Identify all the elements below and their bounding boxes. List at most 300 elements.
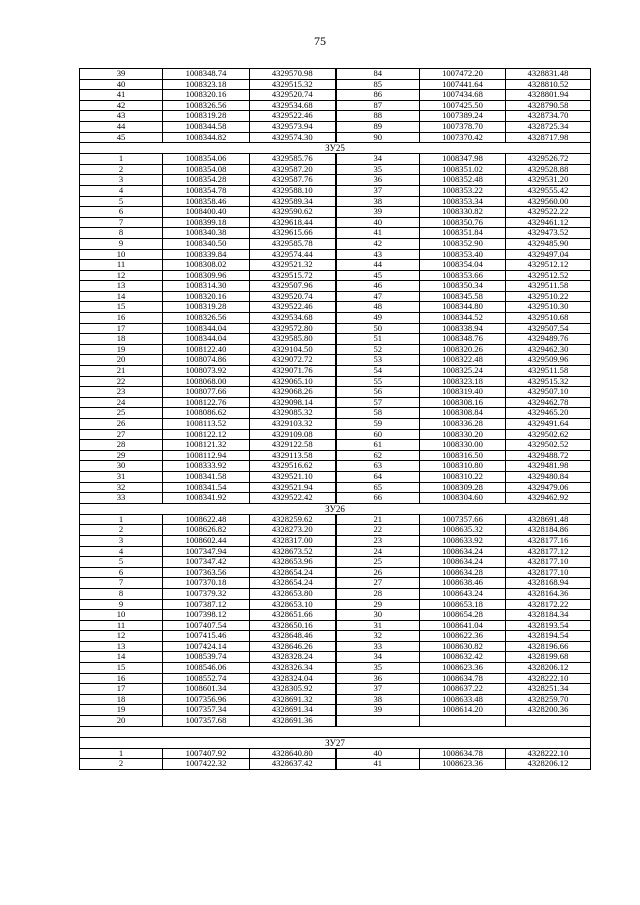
x-coordinate-cell: 1008068.00 [163, 376, 250, 387]
point-number-cell: 31 [336, 620, 420, 631]
point-number-cell: 7 [80, 217, 163, 228]
point-number-cell: 21 [336, 514, 420, 525]
point-number-cell: 41 [80, 90, 163, 101]
x-coordinate-cell: 1008310.22 [420, 471, 506, 482]
table-row [80, 111, 591, 122]
x-coordinate-cell: 1008326.56 [163, 313, 250, 324]
x-coordinate-cell: 1008354.06 [163, 154, 250, 165]
point-number-cell: 26 [336, 567, 420, 578]
point-number-cell: 33 [336, 641, 420, 652]
x-coordinate-cell: 1008112.94 [163, 450, 250, 461]
x-coordinate-cell: 1008348.76 [420, 334, 506, 345]
point-number-cell: 50 [336, 323, 420, 334]
point-number-cell: 40 [80, 79, 163, 90]
point-number-cell: 33 [80, 493, 163, 504]
y-coordinate-cell: 4329515.32 [250, 79, 336, 90]
table-row [80, 450, 591, 461]
x-coordinate-cell: 1008333.92 [163, 461, 250, 472]
y-coordinate-cell: 4329507.54 [506, 323, 591, 334]
y-coordinate-cell: 4329462.78 [506, 397, 591, 408]
y-coordinate-cell: 4329465.20 [506, 408, 591, 419]
point-number-cell: 17 [80, 684, 163, 695]
point-number-cell: 36 [336, 673, 420, 684]
section-title: ЗУ27 [80, 737, 591, 748]
y-coordinate-cell: 4328222.10 [506, 748, 591, 759]
x-coordinate-cell: 1008633.48 [420, 694, 506, 705]
y-coordinate-cell: 4329615.66 [250, 228, 336, 239]
point-number-cell: 32 [80, 482, 163, 493]
y-coordinate-cell: 4329071.76 [250, 366, 336, 377]
y-coordinate-cell: 4329589.34 [250, 196, 336, 207]
x-coordinate-cell: 1007363.56 [163, 567, 250, 578]
y-coordinate-cell: 4329534.68 [250, 313, 336, 324]
x-coordinate-cell: 1007347.94 [163, 546, 250, 557]
x-coordinate-cell: 1008633.92 [420, 535, 506, 546]
y-coordinate-cell: 4329462.30 [506, 344, 591, 355]
table-row [80, 207, 591, 218]
point-number-cell: 54 [336, 366, 420, 377]
x-coordinate-cell: 1008354.08 [163, 164, 250, 175]
y-coordinate-cell: 4328734.70 [506, 111, 591, 122]
y-coordinate-cell: 4329489.76 [506, 334, 591, 345]
x-coordinate-cell: 1008077.66 [163, 387, 250, 398]
x-coordinate-cell: 1008344.82 [163, 132, 250, 143]
y-coordinate-cell: 4329488.72 [506, 450, 591, 461]
y-coordinate-cell: 4328801.94 [506, 90, 591, 101]
y-coordinate-cell: 4328650.16 [250, 620, 336, 631]
y-coordinate-cell: 4328691.36 [250, 716, 336, 727]
y-coordinate-cell: 4329522.22 [506, 207, 591, 218]
x-coordinate-cell: 1008626.82 [163, 525, 250, 536]
y-coordinate-cell: 4328653.10 [250, 599, 336, 610]
y-coordinate-cell: 4328259.62 [250, 514, 336, 525]
x-coordinate-cell: 1008350.34 [420, 281, 506, 292]
x-coordinate-cell: 1007357.66 [420, 514, 506, 525]
x-coordinate-cell: 1008330.20 [420, 429, 506, 440]
y-coordinate-cell: 4329098.14 [250, 397, 336, 408]
point-number-cell: 16 [80, 673, 163, 684]
point-number-cell: 14 [80, 652, 163, 663]
point-number-cell: 34 [336, 154, 420, 165]
y-coordinate-cell: 4329585.80 [250, 334, 336, 345]
x-coordinate-cell: 1008336.28 [420, 419, 506, 430]
y-coordinate-cell: 4329511.58 [506, 366, 591, 377]
y-coordinate-cell: 4329521.94 [250, 482, 336, 493]
x-coordinate-cell: 1008350.76 [420, 217, 506, 228]
point-number-cell: 63 [336, 461, 420, 472]
y-coordinate-cell: 4328637.42 [250, 759, 336, 770]
point-number-cell: 9 [80, 599, 163, 610]
point-number-cell: 39 [336, 207, 420, 218]
x-coordinate-cell: 1008637.22 [420, 684, 506, 695]
point-number-cell: 38 [336, 196, 420, 207]
table-row [80, 217, 591, 228]
x-coordinate-cell: 1008353.22 [420, 185, 506, 196]
y-coordinate-cell: 4329585.76 [250, 154, 336, 165]
table-row [80, 652, 591, 663]
x-coordinate-cell: 1008638.46 [420, 578, 506, 589]
point-number-cell: 56 [336, 387, 420, 398]
y-coordinate-cell: 4329510.68 [506, 313, 591, 324]
x-coordinate-cell: 1008352.90 [420, 238, 506, 249]
y-coordinate-cell: 4329473.52 [506, 228, 591, 239]
y-coordinate-cell: 4328654.24 [250, 578, 336, 589]
point-number-cell: 90 [336, 132, 420, 143]
y-coordinate-cell: 4329497.04 [506, 249, 591, 260]
x-coordinate-cell: 1008399.18 [163, 217, 250, 228]
point-number-cell: 15 [80, 663, 163, 674]
table-row [80, 260, 591, 271]
table-row [80, 461, 591, 472]
point-number-cell: 51 [336, 334, 420, 345]
point-number-cell: 35 [336, 663, 420, 674]
table-row [80, 631, 591, 642]
point-number-cell: 45 [80, 132, 163, 143]
y-coordinate-cell: 4328673.52 [250, 546, 336, 557]
table-row [80, 366, 591, 377]
table-row [80, 196, 591, 207]
point-number-cell: 10 [80, 610, 163, 621]
point-number-cell: 1 [80, 154, 163, 165]
point-number-cell: 35 [336, 164, 420, 175]
y-coordinate-cell: 4328317.00 [250, 535, 336, 546]
y-coordinate-cell: 4328184.86 [506, 525, 591, 536]
y-coordinate-cell: 4328328.24 [250, 652, 336, 663]
y-coordinate-cell: 4329502.62 [506, 429, 591, 440]
point-number-cell: 14 [80, 291, 163, 302]
point-number-cell: 13 [80, 281, 163, 292]
point-number-cell: 44 [80, 121, 163, 132]
y-coordinate-cell: 4329521.10 [250, 471, 336, 482]
x-coordinate-cell: 1008113.52 [163, 419, 250, 430]
table-row [80, 429, 591, 440]
table-row [80, 641, 591, 652]
y-coordinate-cell: 4328654.24 [250, 567, 336, 578]
point-number-cell: 62 [336, 450, 420, 461]
x-coordinate-cell: 1008344.58 [163, 121, 250, 132]
table-row [80, 578, 591, 589]
x-coordinate-cell: 1008622.48 [163, 514, 250, 525]
point-number-cell: 3 [80, 175, 163, 186]
x-coordinate-cell: 1008344.04 [163, 323, 250, 334]
table-row [80, 90, 591, 101]
point-number-cell: 52 [336, 344, 420, 355]
section-title: ЗУ26 [80, 503, 591, 514]
point-number-cell: 23 [336, 535, 420, 546]
point-number-cell: 46 [336, 281, 420, 292]
y-coordinate-cell: 4329480.84 [506, 471, 591, 482]
x-coordinate-cell: 1007407.54 [163, 620, 250, 631]
x-coordinate-cell: 1008546.06 [163, 663, 250, 674]
x-coordinate-cell: 1008310.80 [420, 461, 506, 472]
x-coordinate-cell: 1007389.24 [420, 111, 506, 122]
y-coordinate-cell: 4329526.72 [506, 154, 591, 165]
x-coordinate-cell: 1007357.34 [163, 705, 250, 716]
blank-cell [80, 726, 591, 737]
section-header-row [80, 737, 591, 748]
point-number-cell: 57 [336, 397, 420, 408]
y-coordinate-cell: 4329104.50 [250, 344, 336, 355]
x-coordinate-cell: 1008351.84 [420, 228, 506, 239]
point-number-cell: 22 [336, 525, 420, 536]
point-number-cell: 48 [336, 302, 420, 313]
x-coordinate-cell: 1007387.12 [163, 599, 250, 610]
point-number-cell: 89 [336, 121, 420, 132]
point-number-cell: 60 [336, 429, 420, 440]
point-number-cell: 16 [80, 313, 163, 324]
y-coordinate-cell: 4328251.34 [506, 684, 591, 695]
y-coordinate-cell: 4328691.34 [250, 705, 336, 716]
table-row [80, 185, 591, 196]
x-coordinate-cell: 1008623.36 [420, 759, 506, 770]
y-coordinate-cell: 4328324.04 [250, 673, 336, 684]
y-coordinate-cell: 4329479.06 [506, 482, 591, 493]
x-coordinate-cell: 1008643.24 [420, 588, 506, 599]
y-coordinate-cell: 4329510.30 [506, 302, 591, 313]
x-coordinate-cell: 1008641.04 [420, 620, 506, 631]
y-coordinate-cell: 4329521.32 [250, 260, 336, 271]
y-coordinate-cell: 4329515.72 [250, 270, 336, 281]
point-number-cell: 85 [336, 79, 420, 90]
table-row [80, 419, 591, 430]
table-row [80, 482, 591, 493]
x-coordinate-cell: 1008319.28 [163, 302, 250, 313]
y-coordinate-cell: 4328648.46 [250, 631, 336, 642]
point-number-cell: 49 [336, 313, 420, 324]
x-coordinate-cell: 1008344.04 [163, 334, 250, 345]
x-coordinate-cell: 1008344.52 [420, 313, 506, 324]
x-coordinate-cell: 1008316.50 [420, 450, 506, 461]
point-number-cell: 20 [80, 355, 163, 366]
y-coordinate-cell: 4329618.44 [250, 217, 336, 228]
point-number-cell: 42 [80, 100, 163, 111]
point-number-cell: 24 [336, 546, 420, 557]
point-number-cell: 31 [80, 471, 163, 482]
table-row [80, 535, 591, 546]
point-number-cell: 4 [80, 185, 163, 196]
point-number-cell: 38 [336, 694, 420, 705]
table-row [80, 588, 591, 599]
y-coordinate-cell: 4328691.48 [506, 514, 591, 525]
table-row [80, 376, 591, 387]
x-coordinate-cell: 1008330.82 [420, 207, 506, 218]
x-coordinate-cell: 1008338.94 [420, 323, 506, 334]
y-coordinate-cell: 4329507.10 [506, 387, 591, 398]
point-number-cell: 25 [336, 557, 420, 568]
x-coordinate-cell: 1007472.20 [420, 69, 506, 80]
point-number-cell: 8 [80, 228, 163, 239]
y-coordinate-cell: 4329510.22 [506, 291, 591, 302]
y-coordinate-cell: 4329587.20 [250, 164, 336, 175]
x-coordinate-cell: 1008344.80 [420, 302, 506, 313]
x-coordinate-cell: 1008341.54 [163, 482, 250, 493]
y-coordinate-cell: 4329522.46 [250, 302, 336, 313]
x-coordinate-cell: 1008634.78 [420, 673, 506, 684]
table-row [80, 440, 591, 451]
y-coordinate-cell: 4328168.94 [506, 578, 591, 589]
point-number-cell: 20 [80, 716, 163, 727]
point-number-cell: 2 [80, 525, 163, 536]
point-number-cell: 6 [80, 567, 163, 578]
x-coordinate-cell: 1008348.74 [163, 69, 250, 80]
x-coordinate-cell: 1007370.42 [420, 132, 506, 143]
point-number-cell: 43 [336, 249, 420, 260]
x-coordinate-cell: 1007415.46 [163, 631, 250, 642]
y-coordinate-cell: 4328651.66 [250, 610, 336, 621]
x-coordinate-cell: 1008319.28 [163, 111, 250, 122]
point-number-cell: 43 [80, 111, 163, 122]
point-number-cell: 64 [336, 471, 420, 482]
y-coordinate-cell: 4328653.96 [250, 557, 336, 568]
point-number-cell: 10 [80, 249, 163, 260]
y-coordinate-cell: 4329588.10 [250, 185, 336, 196]
point-number-cell: 11 [80, 620, 163, 631]
point-number-cell: 39 [336, 705, 420, 716]
point-number-cell: 22 [80, 376, 163, 387]
y-coordinate-cell: 4329512.12 [506, 260, 591, 271]
table-row [80, 249, 591, 260]
x-coordinate-cell: 1008354.04 [420, 260, 506, 271]
table-row [80, 620, 591, 631]
table-row [80, 334, 591, 345]
table-row [80, 228, 591, 239]
point-number-cell [336, 716, 420, 727]
y-coordinate-cell: 4329109.08 [250, 429, 336, 440]
page-number: 75 [314, 34, 326, 48]
x-coordinate-cell: 1008330.00 [420, 440, 506, 451]
x-coordinate-cell: 1008326.56 [163, 100, 250, 111]
y-coordinate-cell: 4329515.32 [506, 376, 591, 387]
y-coordinate-cell: 4328259.70 [506, 694, 591, 705]
y-coordinate-cell: 4328164.36 [506, 588, 591, 599]
x-coordinate-cell: 1007379.32 [163, 588, 250, 599]
y-coordinate-cell: 4328640.80 [250, 748, 336, 759]
point-number-cell: 13 [80, 641, 163, 652]
point-number-cell: 61 [336, 440, 420, 451]
point-number-cell: 1 [80, 514, 163, 525]
table-row [80, 238, 591, 249]
table-row [80, 281, 591, 292]
point-number-cell: 84 [336, 69, 420, 80]
table-row [80, 121, 591, 132]
table-row [80, 567, 591, 578]
point-number-cell: 5 [80, 557, 163, 568]
x-coordinate-cell: 1008623.36 [420, 663, 506, 674]
point-number-cell: 40 [336, 217, 420, 228]
x-coordinate-cell: 1008122.76 [163, 397, 250, 408]
table-row [80, 759, 591, 770]
point-number-cell: 27 [336, 578, 420, 589]
y-coordinate-cell: 4328177.10 [506, 557, 591, 568]
x-coordinate-cell: 1008308.16 [420, 397, 506, 408]
point-number-cell: 6 [80, 207, 163, 218]
x-coordinate-cell: 1008309.96 [163, 270, 250, 281]
x-coordinate-cell: 1008340.38 [163, 228, 250, 239]
y-coordinate-cell: 4328193.54 [506, 620, 591, 631]
y-coordinate-cell: 4328653.80 [250, 588, 336, 599]
y-coordinate-cell: 4328196.66 [506, 641, 591, 652]
x-coordinate-cell: 1008353.34 [420, 196, 506, 207]
y-coordinate-cell: 4329534.68 [250, 100, 336, 111]
table-row [80, 716, 591, 727]
y-coordinate-cell: 4328305.92 [250, 684, 336, 695]
y-coordinate-cell: 4328717.98 [506, 132, 591, 143]
point-number-cell: 25 [80, 408, 163, 419]
x-coordinate-cell: 1007424.14 [163, 641, 250, 652]
point-number-cell: 12 [80, 631, 163, 642]
y-coordinate-cell: 4328199.68 [506, 652, 591, 663]
y-coordinate-cell: 4329481.98 [506, 461, 591, 472]
y-coordinate-cell: 4329511.58 [506, 281, 591, 292]
x-coordinate-cell: 1008630.82 [420, 641, 506, 652]
x-coordinate-cell: 1008340.50 [163, 238, 250, 249]
y-coordinate-cell: 4328273.20 [250, 525, 336, 536]
point-number-cell: 23 [80, 387, 163, 398]
y-coordinate-cell: 4328177.12 [506, 546, 591, 557]
y-coordinate-cell: 4329522.42 [250, 493, 336, 504]
x-coordinate-cell: 1008322.48 [420, 355, 506, 366]
y-coordinate-cell: 4329103.32 [250, 419, 336, 430]
point-number-cell: 29 [336, 599, 420, 610]
x-coordinate-cell: 1008602.44 [163, 535, 250, 546]
table-row [80, 557, 591, 568]
point-number-cell: 88 [336, 111, 420, 122]
y-coordinate-cell: 4329461.12 [506, 217, 591, 228]
point-number-cell: 30 [80, 461, 163, 472]
x-coordinate-cell: 1008352.48 [420, 175, 506, 186]
x-coordinate-cell: 1008308.02 [163, 260, 250, 271]
y-coordinate-cell: 4328326.34 [250, 663, 336, 674]
x-coordinate-cell: 1007347.42 [163, 557, 250, 568]
point-number-cell: 66 [336, 493, 420, 504]
point-number-cell: 28 [336, 588, 420, 599]
point-number-cell: 29 [80, 450, 163, 461]
point-number-cell: 17 [80, 323, 163, 334]
point-number-cell: 40 [336, 748, 420, 759]
y-coordinate-cell: 4329587.76 [250, 175, 336, 186]
point-number-cell: 8 [80, 588, 163, 599]
point-number-cell: 2 [80, 164, 163, 175]
point-number-cell: 58 [336, 408, 420, 419]
table-row [80, 546, 591, 557]
x-coordinate-cell: 1007357.68 [163, 716, 250, 727]
table-row [80, 471, 591, 482]
point-number-cell: 53 [336, 355, 420, 366]
table-row [80, 514, 591, 525]
y-coordinate-cell: 4328206.12 [506, 759, 591, 770]
x-coordinate-cell: 1008358.46 [163, 196, 250, 207]
x-coordinate-cell: 1007434.68 [420, 90, 506, 101]
point-number-cell: 1 [80, 748, 163, 759]
x-coordinate-cell: 1008634.24 [420, 557, 506, 568]
table-row [80, 291, 591, 302]
point-number-cell: 19 [80, 705, 163, 716]
table-row [80, 493, 591, 504]
x-coordinate-cell: 1008308.84 [420, 408, 506, 419]
point-number-cell: 30 [336, 610, 420, 621]
y-coordinate-cell: 4328184.34 [506, 610, 591, 621]
point-number-cell: 47 [336, 291, 420, 302]
x-coordinate-cell [420, 716, 506, 727]
table-row [80, 525, 591, 536]
y-coordinate-cell: 4328194.54 [506, 631, 591, 642]
y-coordinate-cell: 4329512.52 [506, 270, 591, 281]
x-coordinate-cell: 1008341.92 [163, 493, 250, 504]
y-coordinate-cell: 4328646.26 [250, 641, 336, 652]
x-coordinate-cell: 1008086.62 [163, 408, 250, 419]
y-coordinate-cell: 4329509.96 [506, 355, 591, 366]
table-row [80, 164, 591, 175]
